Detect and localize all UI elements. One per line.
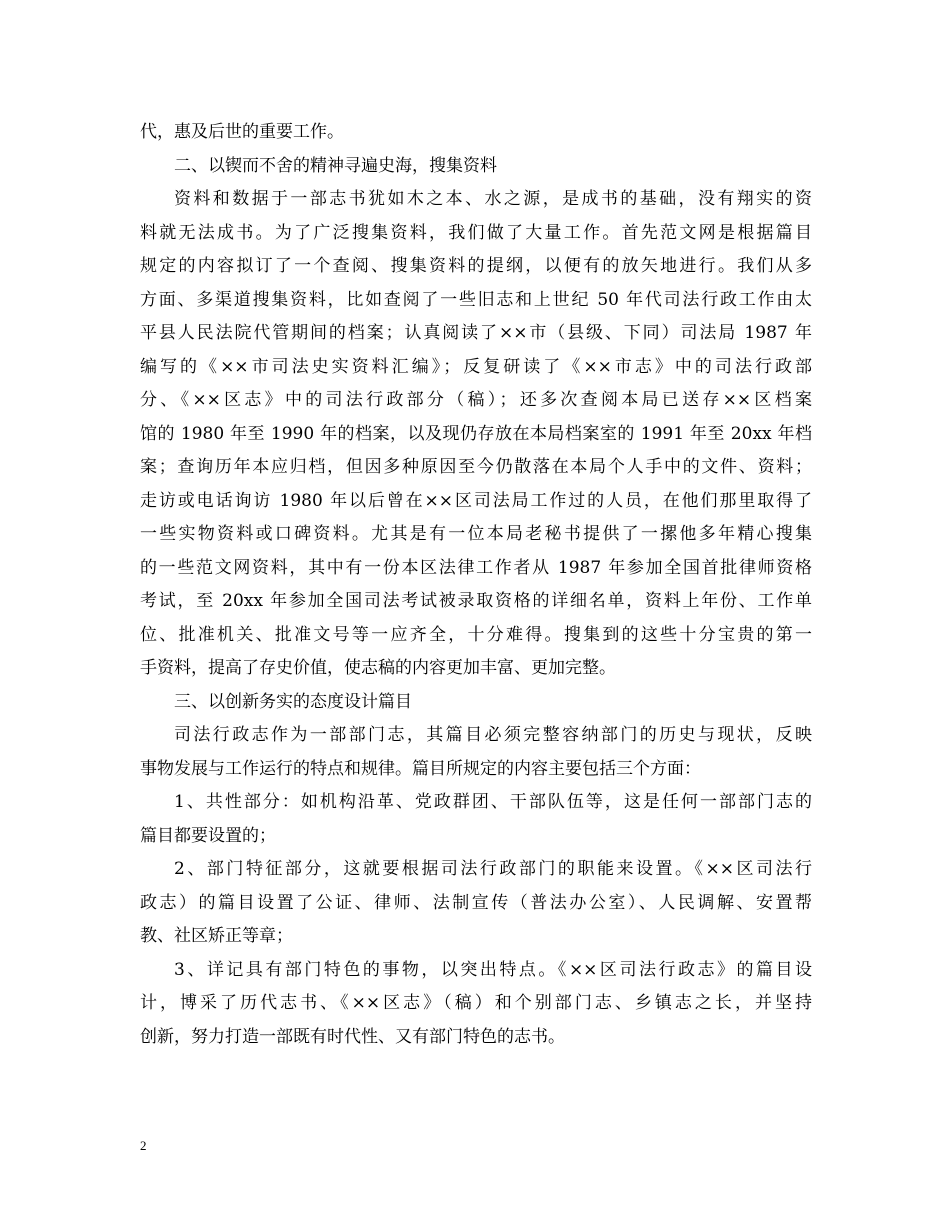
text-line: 平县人民法院代管期间的档案；认真阅读了××市（县级、下同）司法局 1987 年 <box>140 323 812 343</box>
text-line: 二、以锲而不舍的精神寻遍史海，搜集资料 <box>174 155 497 176</box>
text-line: 计，博采了历代志书、《××区志》（稿）和个别部门志、乡镇志之长，并坚持 <box>140 993 812 1013</box>
text-line: 代，惠及后世的重要工作。 <box>140 122 344 142</box>
text-line: 位、批准机关、批准文号等一应齐全，十分难得。搜集到的这些十分宝贵的第一 <box>140 624 812 645</box>
text-line: 3、详记具有部门特色的事物，以突出特点。《××区司法行政志》的篇目设 <box>174 959 812 980</box>
text-line: 教、社区矫正等章； <box>140 926 293 946</box>
text-line: 编写的《××市司法史实资料汇编》；反复研读了《××市志》中的司法行政部 <box>140 356 812 377</box>
text-line: 创新，努力打造一部既有时代性、又有部门特色的志书。 <box>140 1026 565 1047</box>
text-line: 走访或电话询访 1980 年以后曾在××区司法局工作过的人员，在他们那里取得了 <box>140 490 812 511</box>
text-line: 政志）的篇目设置了公证、律师、法制宣传（普法办公室）、人民调解、安置帮 <box>140 892 812 913</box>
text-line: 1、共性部分：如机构沿革、党政群团、干部队伍等，这是任何一部部门志的 <box>174 792 812 812</box>
text-line: 考试，至 20xx 年参加全国司法考试被录取资格的详细名单，资料上年份、工作单 <box>140 591 812 611</box>
text-line: 事物发展与工作运行的特点和规律。篇目所规定的内容主要包括三个方面： <box>140 758 701 779</box>
text-line: 篇目都要设置的； <box>140 825 276 846</box>
text-line: 三、以创新务实的态度设计篇目 <box>174 691 412 712</box>
document-body <box>140 116 812 1054</box>
text-line: 规定的内容拟订了一个查阅、搜集资料的提纲，以便有的放矢地进行。我们从多 <box>140 256 812 276</box>
text-line: 的一些范文网资料，其中有一份本区法律工作者从 1987 年参加全国首批律师资格 <box>140 557 812 578</box>
page-number: 2 <box>140 1138 147 1153</box>
text-line: 案；查询历年本应归档，但因多种原因至今仍散落在本局个人手中的文件、资料； <box>140 457 812 477</box>
text-line: 资料和数据于一部志书犹如木之本、水之源，是成书的基础，没有翔实的资 <box>174 189 812 209</box>
text-line: 馆的 1980 年至 1990 年的档案，以及现仍存放在本局档案室的 1991 年至 20xx 年档 <box>140 423 812 444</box>
text-line: 分、《××区志》中的司法行政部分（稿）；还多次查阅本局已送存××区档案 <box>140 390 812 410</box>
text-line: 方面、多渠道搜集资料，比如查阅了一些旧志和上世纪 50 年代司法行政工作由太 <box>140 289 812 310</box>
text-line: 2、部门特征部分，这就要根据司法行政部门的职能来设置。《××区司法行 <box>174 859 812 879</box>
text-line: 手资料，提高了存史价值，使志稿的内容更加丰富、更加完整。 <box>140 658 616 678</box>
text-line: 料就无法成书。为了广泛搜集资料，我们做了大量工作。首先范文网是根据篇目 <box>140 222 812 243</box>
text-line: 司法行政志作为一部部门志，其篇目必须完整容纳部门的历史与现状，反映 <box>174 725 812 745</box>
text-line: 一些实物资料或口碑资料。尤其是有一位本局老秘书提供了一摞他多年精心搜集 <box>140 524 812 544</box>
